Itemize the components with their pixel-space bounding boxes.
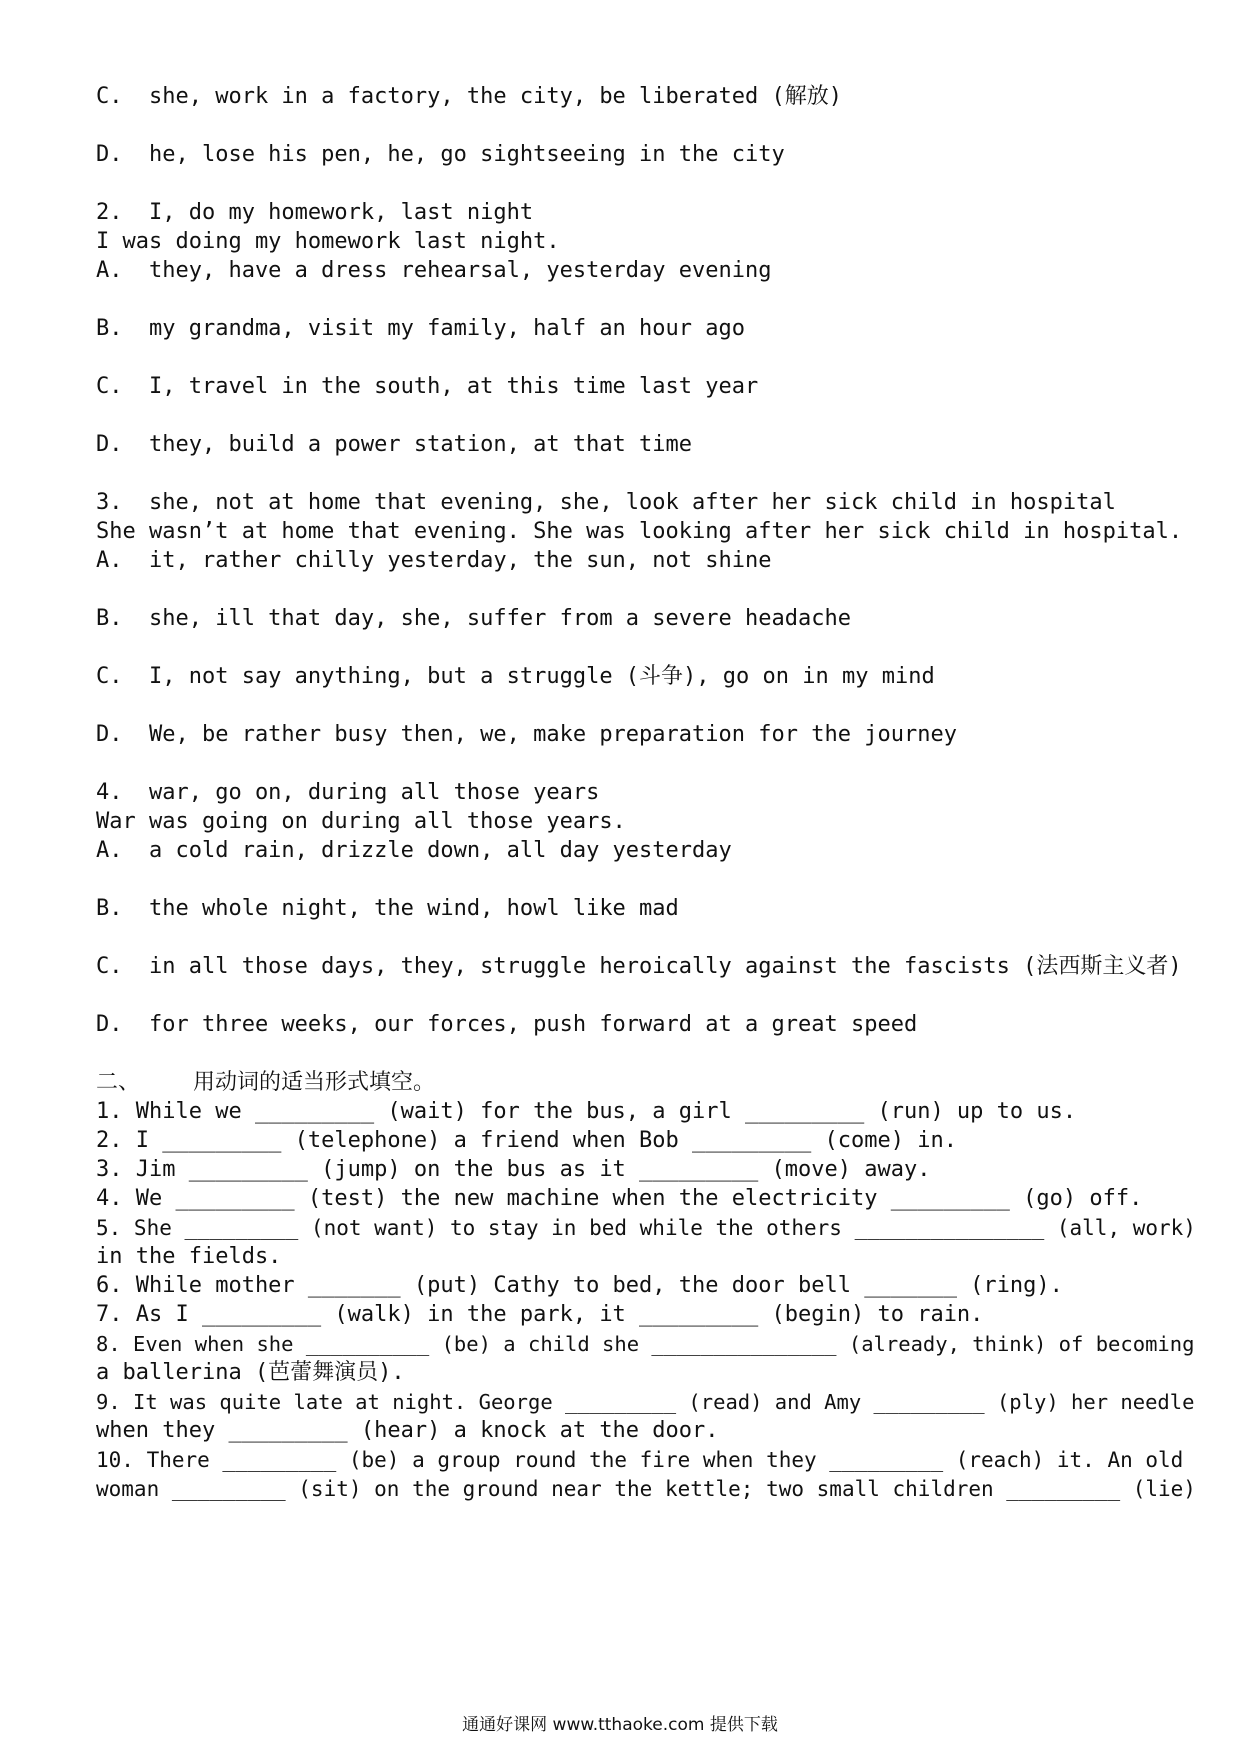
exercise-line: a ballerina (芭蕾舞演员). xyxy=(96,1360,405,1385)
text-line: A. a cold rain, drizzle down, all day yesterday xyxy=(96,838,732,863)
text-line: 4. war, go on, during all those years xyxy=(96,780,600,805)
exercise-line: 7. As I _________ (walk) in the park, it _________ (begin) to rain. xyxy=(96,1302,984,1327)
exercise-line: 5. She _________ (not want) to stay in bed while the others _______________ (all, work) xyxy=(96,1216,1196,1240)
text-line: C. she, work in a factory, the city, be liberated (解放) xyxy=(96,84,842,109)
text-line: D. for three weeks, our forces, push forward at a great speed xyxy=(96,1012,918,1037)
exercise-line: 1. While we _________ (wait) for the bus, a girl _________ (run) up to us. xyxy=(96,1099,1077,1124)
exercise-line: 6. While mother _______ (put) Cathy to bed, the door bell _______ (ring). xyxy=(96,1273,1063,1298)
text-line: D. they, build a power station, at that time xyxy=(96,432,693,457)
text-line: C. in all those days, they, struggle heroically against the fascists (法西斯主义者) xyxy=(96,954,1182,979)
text-line: A. it, rather chilly yesterday, the sun, not shine xyxy=(96,548,772,573)
text-line: C. I, travel in the south, at this time last year xyxy=(96,374,759,399)
text-line: I was doing my homework last night. xyxy=(96,229,560,254)
text-line: B. the whole night, the wind, howl like mad xyxy=(96,896,679,921)
exercise-line: 3. Jim _________ (jump) on the bus as it _________ (move) away. xyxy=(96,1157,931,1182)
page-footer: 通通好课网 www.tthaoke.com 提供下载 xyxy=(462,1715,778,1735)
exercise-line: in the fields. xyxy=(96,1244,282,1269)
exercise-line: woman _________ (sit) on the ground near the kettle; two small children _________ (lie) xyxy=(96,1477,1196,1501)
text-line: B. my grandma, visit my family, half an hour ago xyxy=(96,316,746,341)
exercise-line: 2. I _________ (telephone) a friend when Bob _________ (come) in. xyxy=(96,1128,957,1153)
text-line: C. I, not say anything, but a struggle (斗争), go on in my mind xyxy=(96,664,935,689)
text-line: 2. I, do my homework, last night xyxy=(96,200,534,225)
section-heading: 二、 用动词的适当形式填空。 xyxy=(96,1070,435,1095)
text-line: A. they, have a dress rehearsal, yesterday evening xyxy=(96,258,772,283)
text-line: D. he, lose his pen, he, go sightseeing in the city xyxy=(96,142,785,167)
text-line: 3. she, not at home that evening, she, look after her sick child in hospital xyxy=(96,490,1116,515)
text-line: B. she, ill that day, she, suffer from a severe headache xyxy=(96,606,851,631)
exercise-line: 4. We _________ (test) the new machine when the electricity _________ (go) off. xyxy=(96,1186,1143,1211)
text-line: D. We, be rather busy then, we, make preparation for the journey xyxy=(96,722,957,747)
exercise-line: 9. It was quite late at night. George _________ (read) and Amy _________ (ply) her needle xyxy=(96,1390,1195,1414)
text-line: War was going on during all those years. xyxy=(96,809,626,834)
exercise-line: 10. There _________ (be) a group round the fire when they _________ (reach) it. An old xyxy=(96,1448,1184,1472)
exercise-line: when they _________ (hear) a knock at the door. xyxy=(96,1418,719,1443)
exercise-line: 8. Even when she __________ (be) a child she _______________ (already, think) of becoming xyxy=(96,1332,1195,1356)
text-line: She wasn’t at home that evening. She was looking after her sick child in hospital. xyxy=(96,519,1183,544)
